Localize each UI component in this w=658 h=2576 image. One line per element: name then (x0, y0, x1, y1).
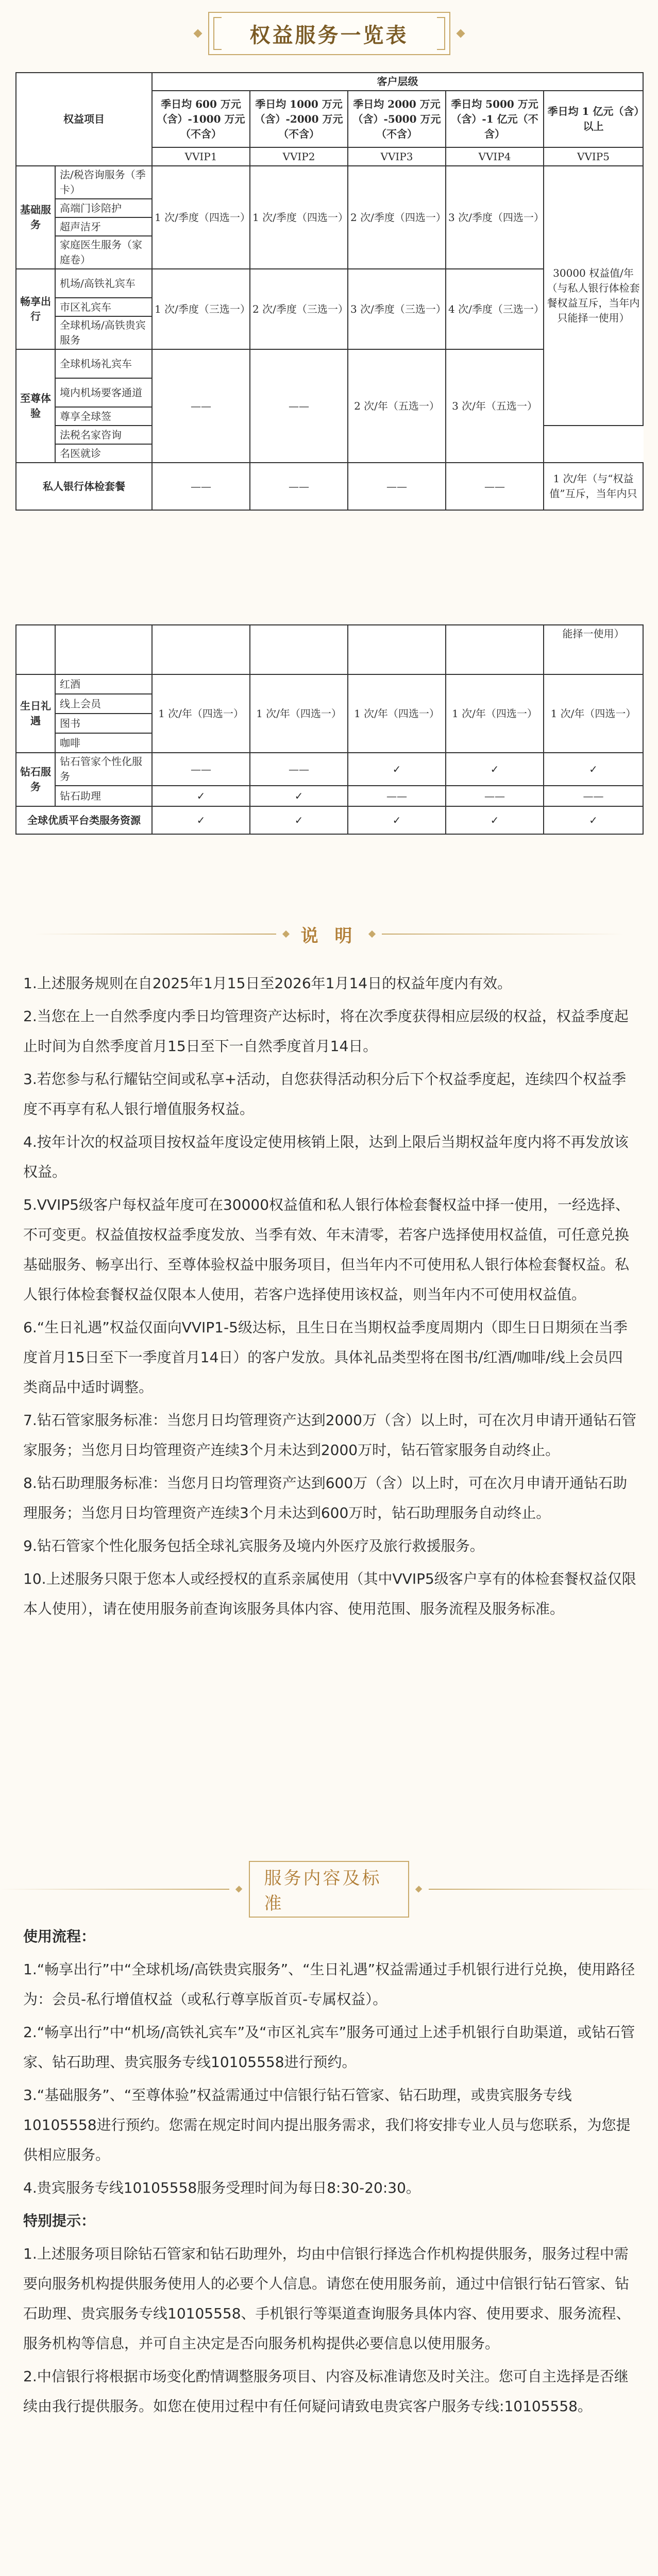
item-label: 全球机场/高铁贵宾服务 (55, 316, 152, 349)
tip-item: 1.上述服务项目除钻石管家和钻石助理外，均由中信银行择选合作机构提供服务，服务过程中需要向服务机构提供服务使用人的必要个人信息。请您在使用服务前，通过中信银行钻石管家、钻石助理、贵宾服务专线10105558、手机银行等渠道查询服务具体内容、使用要求、服务流程、服务机构等信息，并可自主决定是否向服务机构提供必要信息以使用服务。 (23, 2245, 631, 2352)
birthday-value: 1 次/年（四选一） (446, 674, 544, 753)
service-heading (0, 1868, 658, 1914)
check-icon: ✓ (544, 753, 643, 786)
checkup-label: 私人银行体检套餐 (16, 463, 152, 510)
tier-desc: 季日均 2000 万元（含）-5000 万元（不含） (348, 91, 446, 147)
continued-cell (250, 625, 348, 674)
travel-value: 4 次/季度（三选一） (446, 269, 544, 349)
divider (429, 1889, 658, 1890)
item-label: 线上会员 (55, 694, 152, 714)
continued-cell (55, 625, 152, 674)
basic-value: 2 次/季度（四选一） (348, 166, 446, 269)
continued-cell (348, 625, 446, 674)
diamond-value: —— (348, 786, 446, 806)
divider (382, 934, 624, 935)
item-label: 高端门诊陪护 (55, 199, 152, 217)
divider (0, 1889, 229, 1890)
vvip5-shared-value: 30000 权益值/年（与私人银行体检套餐权益互斥，当年内只能择一使用） (544, 166, 643, 426)
checkup-value: —— (446, 463, 544, 510)
item-label: 钻石助理 (55, 786, 152, 806)
checkup-value: —— (250, 463, 348, 510)
diamond-ornament-icon (415, 1886, 423, 1893)
basic-value: 1 次/季度（四选一） (152, 166, 250, 269)
check-icon: ✓ (250, 786, 348, 806)
check-icon: ✓ (152, 806, 250, 834)
checkup-vvip5-value-continued: 能择一使用） (544, 625, 643, 674)
diamond-value: —— (544, 786, 643, 806)
premium-value: 3 次/年（五选一） (446, 349, 544, 463)
item-label: 超声洁牙 (55, 217, 152, 236)
tier-desc: 季日均 600 万元（含）-1000 万元（不含） (152, 91, 250, 147)
tier-code: VVIP4 (446, 147, 544, 166)
check-icon: ✓ (250, 806, 348, 834)
travel-value: 2 次/季度（三选一） (250, 269, 348, 349)
continued-cell (16, 625, 55, 674)
birthday-value: 1 次/年（四选一） (348, 674, 446, 753)
item-label: 境内机场要客通道 (55, 378, 152, 407)
title-banner (0, 0, 658, 67)
note-item: 1.上述服务规则在自2025年1月15日至2026年1月14日的权益年度内有效。 (23, 975, 512, 992)
check-icon: ✓ (348, 806, 446, 834)
tips-title: 特别提示： (23, 2212, 96, 2229)
header-group: 客户层级 (152, 73, 643, 91)
check-icon: ✓ (446, 753, 544, 786)
tier-desc: 季日均 1000 万元（含）-2000 万元（不含） (250, 91, 348, 147)
item-label: 红酒 (55, 674, 152, 694)
travel-value: 1 次/季度（三选一） (152, 269, 250, 349)
diamond-value: —— (446, 786, 544, 806)
service-content (23, 1922, 636, 2425)
premium-value: —— (250, 349, 348, 463)
notes-title: 说 明 (300, 925, 358, 946)
tier-code: VVIP5 (544, 147, 643, 166)
notes-heading (0, 916, 658, 952)
basic-value: 3 次/季度（四选一） (446, 166, 544, 269)
note-item: 6.“生日礼遇”权益仅面向VVIP1-5级达标，且生日在当期权益季度周期内（即生日日期须在当季度首月15日至下一季度首月14日）的客户发放。具体礼品类型将在图书/红酒/咖啡/线上会员四类商品中适时调整。 (23, 1319, 628, 1396)
tip-item: 2.中信银行将根据市场变化酌情调整服务项目、内容及标准请您及时关注。您可自主选择是否继续由我行提供服务。如您在使用过程中有任何疑问请致电贵宾客户服务专线:10105558。 (23, 2368, 629, 2415)
item-label: 尊享全球签 (55, 407, 152, 426)
note-item: 2.当您在上一自然季度内季日均管理资产达标时，将在次季度获得相应层级的权益，权益季度起止时间为自然季度首月15日至下一自然季度首月14日。 (23, 1008, 629, 1055)
category-travel: 畅享出行 (16, 269, 55, 349)
check-icon: ✓ (544, 806, 643, 834)
birthday-value: 1 次/年（四选一） (250, 674, 348, 753)
item-label: 机场/高铁礼宾车 (55, 269, 152, 298)
checkup-vvip5-value: 1 次/年（与“权益值”互斥，当年内只 (544, 463, 643, 510)
category-birthday: 生日礼遇 (16, 674, 55, 753)
item-label: 法税名家咨询 (55, 426, 152, 444)
diamond-value: —— (152, 753, 250, 786)
diamond-ornament-icon (282, 930, 290, 938)
tier-desc: 季日均 1 亿元（含）以上 (544, 91, 643, 147)
item-label: 家庭医生服务（家庭卷） (55, 236, 152, 269)
diamond-ornament-icon (456, 29, 465, 38)
flow-item: 1.“畅享出行”中“全球机场/高铁贵宾服务”、“生日礼遇”权益需通过手机银行进行兑换，使用路径为：会员-私行增值权益（或私行尊享版首页-专属权益）。 (23, 1961, 635, 2008)
page-title: 权益服务一览表 (249, 23, 409, 47)
check-icon: ✓ (446, 806, 544, 834)
flow-item: 3.“基础服务”、“至尊体验”权益需通过中信银行钻石管家、钻石助理，或贵宾服务专线10105558进行预约。您需在规定时间内提出服务需求，我们将安排专业人员与您联系，为您提供相应服务。 (23, 2087, 631, 2163)
note-item: 8.钻石助理服务标准：当您月日均管理资产达到600万（含）以上时，可在次月申请开通钻石助理服务；当您月日均管理资产连续3个月未达到600万时，钻石助理服务自动终止。 (23, 1475, 628, 1521)
note-item: 10.上述服务只限于您本人或经授权的直系亲属使用（其中VVIP5级客户享有的体检套餐权益仅限本人使用），请在使用服务前查询该服务具体内容、使用范围、服务流程及服务标准。 (23, 1570, 636, 1617)
divider (34, 934, 276, 935)
note-item: 7.钻石管家服务标准：当您月日均管理资产达到2000万（含）以上时，可在次月申请开通钻石管家服务；当您月日均管理资产连续3个月未达到2000万时，钻石管家服务自动终止。 (23, 1412, 636, 1459)
premium-value: —— (152, 349, 250, 463)
diamond-value: —— (250, 753, 348, 786)
continued-cell (446, 625, 544, 674)
birthday-value: 1 次/年（四选一） (152, 674, 250, 753)
note-item: 4.按年计次的权益项目按权益年度设定使用核销上限，达到上限后当期权益年度内将不再发放该权益。 (23, 1133, 629, 1180)
item-label: 法/税咨询服务（季卡） (55, 166, 152, 199)
benefits-table (15, 72, 644, 511)
premium-value: 2 次/年（五选一） (348, 349, 446, 463)
service-title: 服务内容及标准 (249, 1861, 410, 1918)
item-label: 全球机场礼宾车 (55, 349, 152, 378)
flow-title: 使用流程： (23, 1928, 96, 1945)
benefits-table-continued (15, 624, 644, 835)
continued-cell (152, 625, 250, 674)
basic-value: 1 次/季度（四选一） (250, 166, 348, 269)
category-premium: 至尊体验 (16, 349, 55, 463)
diamond-ornament-icon (368, 930, 376, 938)
item-label: 图书 (55, 714, 152, 733)
global-label: 全球优质平台类服务资源 (16, 806, 152, 834)
header-item: 权益项目 (16, 73, 152, 166)
travel-value: 3 次/季度（三选一） (348, 269, 446, 349)
flow-item: 2.“畅享出行”中“机场/高铁礼宾车”及“市区礼宾车”服务可通过上述手机银行自助渠道，或钻石管家、钻石助理、贵宾服务专线10105558进行预约。 (23, 2024, 635, 2071)
note-item: 5.VVIP5级客户每权益年度可在30000权益值和私人银行体检套餐权益中择一使用，一经选择、不可变更。权益值按权益季度发放、当季有效、年末清零，若客户选择使用权益值，可任意兑换基础服务、畅享出行、至尊体验权益中服务项目，但当年内不可使用私人银行体检套餐权益。私人银行体检套餐权益仅限本人使用，若客户选择使用该权益，则当年内不可使用权益值。 (23, 1196, 630, 1303)
birthday-value: 1 次/年（四选一） (544, 674, 643, 753)
flow-item: 4.贵宾服务专线10105558服务受理时间为每日8:30-20:30。 (23, 2179, 420, 2196)
tier-code: VVIP2 (250, 147, 348, 166)
notes-list (23, 969, 636, 1627)
tier-code: VVIP1 (152, 147, 250, 166)
note-item: 3.若您参与私行耀钻空间或私享+活动，自您获得活动积分后下个权益季度起，连续四个权益季度不再享有私人银行增值服务权益。 (23, 1071, 627, 1117)
title-frame (208, 12, 450, 55)
checkup-value: —— (152, 463, 250, 510)
check-icon: ✓ (348, 753, 446, 786)
item-label: 名医就诊 (55, 444, 152, 463)
checkup-value: —— (348, 463, 446, 510)
diamond-ornament-icon (193, 29, 202, 38)
item-label: 市区礼宾车 (55, 298, 152, 316)
item-label: 咖啡 (55, 733, 152, 753)
check-icon: ✓ (152, 786, 250, 806)
diamond-ornament-icon (235, 1886, 243, 1893)
category-basic: 基础服务 (16, 166, 55, 269)
tier-code: VVIP3 (348, 147, 446, 166)
item-label: 钻石管家个性化服务 (55, 753, 152, 786)
category-diamond: 钻石服务 (16, 753, 55, 806)
tier-desc: 季日均 5000 万元（含）-1 亿元（不含） (446, 91, 544, 147)
note-item: 9.钻石管家个性化服务包括全球礼宾服务及境内外医疗及旅行救援服务。 (23, 1537, 484, 1554)
